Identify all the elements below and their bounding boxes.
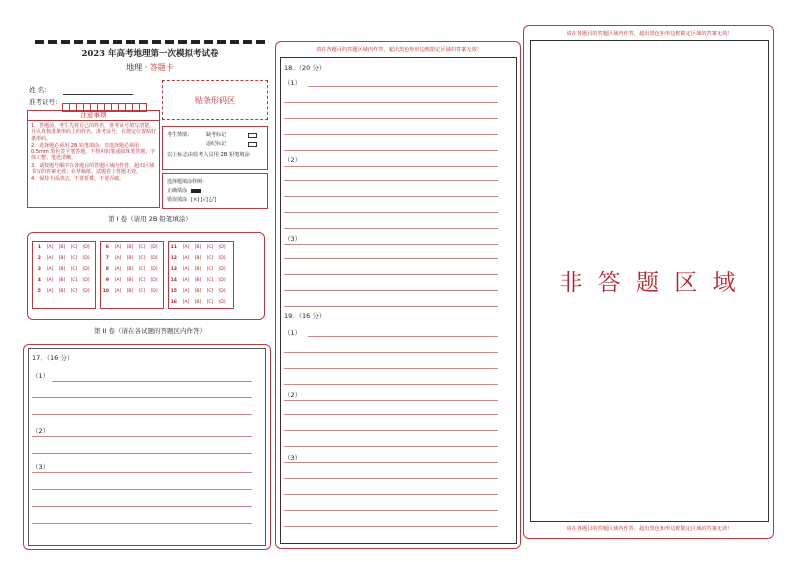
mc-option-bubble[interactable]: [B] [58,267,66,272]
correct-label: 正确填涂 [167,188,188,194]
right-top-warning: 请在各题目的答题区域内作答，超出黑色矩形边框限定区域的答案无效！ [566,31,733,37]
mc-option-bubble[interactable]: [C] [206,245,214,250]
mc-option-bubble[interactable]: [C] [70,278,78,283]
answer-line [284,414,498,415]
mc-option-bubble[interactable]: [A] [114,278,122,283]
mc-question-row [168,275,227,286]
mc-option-bubble[interactable]: [D] [150,245,158,250]
mc-question-number: 7 [105,256,109,261]
mc-question-number: 11 [170,245,177,250]
mc-option-bubble[interactable]: [D] [82,256,90,261]
right-bottom-warning: 请在各题目的答题区域内作答，超出黑色矩形边框限定区域的答案无效！ [566,526,733,532]
mc-question-row [100,286,159,297]
mc-option-bubble[interactable]: [A] [46,245,54,250]
mc-option-bubble[interactable]: [C] [206,289,214,294]
mc-question-row [100,253,159,264]
notice-box [27,110,160,208]
mc-option-bubble[interactable]: [A] [182,289,190,294]
q18-part-1: （1） [284,79,302,87]
q18-title: 18．（20 分） [284,64,326,72]
mc-option-bubble[interactable]: [C] [138,267,146,272]
mc-option-bubble[interactable]: [A] [46,256,54,261]
mark-instruction: 以上标志由监考人员用 2B 铅笔填涂 [167,152,250,158]
q17-part-3: （3） [32,463,50,471]
mc-question-number: 4 [37,278,41,283]
correct-fill-icon [191,189,201,193]
mc-column [168,242,227,308]
answer-line [32,414,252,415]
mc-option-bubble[interactable]: [D] [218,267,226,272]
sample-box [162,173,268,209]
mc-question-number: 15 [170,289,177,294]
mc-option-bubble[interactable]: [A] [182,245,190,250]
answer-line [284,290,498,291]
mc-question-row [168,264,227,275]
mc-question-number: 5 [37,289,41,294]
mc-option-bubble[interactable]: [C] [138,289,146,294]
middle-top-warning: 请在各题目的答题区域内作答，超出黑色矩形边框限定区域的答案无效！ [315,47,482,53]
id-label: 准考证号： [29,98,62,106]
mc-question-number: 1 [37,245,41,250]
mc-option-bubble[interactable]: [B] [58,289,66,294]
notice-item: 3．请按题号顺序在各题目的答题区域内作答，超出区域书写的答案无效；在草稿纸、试题卷上答题无效。 [31,162,155,175]
mc-question-row [32,242,91,253]
q18-part-2: （2） [284,156,302,164]
mc-option-bubble[interactable]: [D] [218,300,226,305]
q19-part-3: （3） [284,454,302,462]
violation-label: 违纪标记 [206,141,227,147]
mc-question-row [32,264,91,275]
answer-line [32,523,252,524]
answer-line [284,446,498,447]
card-subtitle [27,62,273,73]
mc-option-bubble[interactable]: [A] [114,256,122,261]
answer-line [52,381,252,382]
mc-option-bubble[interactable]: [C] [138,278,146,283]
q17-part-2: （2） [32,427,50,435]
mc-question-row [32,275,91,286]
mc-option-bubble[interactable]: [C] [70,245,78,250]
mc-option-bubble[interactable]: [A] [114,267,122,272]
mc-option-bubble[interactable]: [D] [82,289,90,294]
mc-question-number: 14 [170,278,177,283]
barcode-label: 贴条形码区 [195,95,235,105]
answer-line [32,453,252,454]
answer-line [284,494,498,495]
mc-option-bubble[interactable]: [C] [70,256,78,261]
mc-option-bubble[interactable]: [C] [206,278,214,283]
mc-question-row [168,253,227,264]
mc-question-number: 10 [102,289,109,294]
section2-title: 第 II 卷（请在各试题的答题区内作答） [94,327,206,335]
mc-question-number: 16 [170,300,177,305]
mc-option-bubble[interactable]: [B] [194,289,202,294]
answer-line [32,472,252,473]
mc-question-row [100,264,159,275]
absent-checkbox[interactable] [248,133,257,138]
mc-column [32,242,91,297]
mc-option-bubble[interactable]: [D] [150,256,158,261]
notice-item: 4．保持卡面清洁，不要折叠、不要弄破。 [31,176,125,182]
answer-line [32,397,252,398]
mc-option-bubble[interactable]: [B] [126,278,134,283]
left-column [27,38,273,550]
name-label: 姓 名： [29,86,51,94]
answer-line [284,510,498,511]
answer-line [284,384,498,385]
answer-line [308,86,498,87]
mc-option-bubble[interactable]: [D] [82,278,90,283]
mc-option-bubble[interactable]: [A] [46,289,54,294]
mc-option-bubble[interactable]: [D] [218,289,226,294]
mc-option-bubble[interactable]: [B] [126,267,134,272]
mc-option-bubble[interactable]: [A] [46,278,54,283]
answer-line [284,150,498,151]
subject-label: 地理 [126,63,143,72]
non-answer-label: 非 答 题 区 域 [559,270,740,296]
top-dash-bar [35,40,265,44]
mc-option-bubble[interactable]: [D] [218,278,226,283]
middle-column [275,41,521,549]
mc-question-row [168,242,227,253]
answer-line [284,352,498,353]
answer-line [284,118,498,119]
mc-option-bubble[interactable]: [D] [150,289,158,294]
violation-checkbox[interactable] [248,142,257,147]
reminder-label: 考生禁填： [167,132,193,138]
q17-title: 17．（16 分） [32,354,74,362]
mc-question-number: 8 [105,267,109,272]
mc-option-bubble[interactable]: [C] [206,267,214,272]
mark-box [162,126,268,170]
wrong-label: 错误填涂 [167,197,188,203]
q19-title: 19．（16 分） [284,312,326,320]
mc-option-bubble[interactable]: [C] [206,256,214,261]
mc-option-bubble[interactable]: [A] [114,245,122,250]
mc-option-bubble[interactable]: [B] [58,245,66,250]
answer-line [284,462,498,463]
answer-line [284,526,498,527]
mc-option-bubble[interactable]: [D] [218,245,226,250]
q17-inner-frame [28,348,266,546]
mc-question-row [168,297,227,308]
mc-question-row [32,253,91,264]
middle-answer-frame[interactable] [280,57,517,544]
mc-option-bubble[interactable]: [C] [138,256,146,261]
notice-item: 1．答题前，考生先将自己的姓名，准考证号填写清楚，并认真核准条形码上的姓名、准考证号，在规定位置贴好条形码。 [31,123,157,142]
q17-part-1: （1） [32,372,50,380]
mc-option-bubble[interactable]: [A] [46,267,54,272]
multiple-choice-box [27,232,265,320]
mc-option-bubble[interactable]: [A] [182,267,190,272]
mc-question-number: 12 [170,256,177,261]
answer-line [284,166,498,167]
answer-line [284,180,498,181]
mc-question-row [168,286,227,297]
answer-line [32,489,252,490]
section1-title: 第 I 卷（请用 2B 铅笔填涂） [108,215,192,223]
mc-option-bubble[interactable]: [B] [194,245,202,250]
mc-option-bubble[interactable]: [B] [126,245,134,250]
mc-option-bubble[interactable]: [D] [150,278,158,283]
answer-line [284,102,498,103]
sample-title: 选择题填涂样例： [167,179,208,185]
notice-item: 2．选择题必须用 2B 铅笔填涂；非选择题必须用 0.5mm 黑色签字笔答题，不得用铅笔或圆珠笔答题；字体工整、笔迹清晰。 [31,142,156,162]
mc-question-number: 2 [37,256,41,261]
mc-question-number: 3 [37,267,41,272]
answer-line [284,244,498,245]
mc-option-bubble[interactable]: [D] [82,245,90,250]
answer-line [284,368,498,369]
mc-option-bubble[interactable]: [D] [150,267,158,272]
mc-option-bubble[interactable]: [B] [194,278,202,283]
mc-column [100,242,159,297]
answer-line [284,134,498,135]
mc-option-bubble[interactable]: [C] [206,300,214,305]
name-field[interactable] [63,94,133,95]
mc-question-number: 9 [105,278,109,283]
notice-title: 注意事项 [28,111,159,121]
absent-label: 缺考标记 [206,132,227,138]
mc-option-bubble[interactable]: [B] [58,278,66,283]
answer-line [32,506,252,507]
mc-option-bubble[interactable]: [D] [82,267,90,272]
answer-line [32,436,252,437]
mc-question-row [100,242,159,253]
mc-option-bubble[interactable]: [A] [182,256,190,261]
answer-line [284,430,498,431]
mc-option-bubble[interactable]: [B] [194,256,202,261]
mc-option-bubble[interactable]: [C] [70,289,78,294]
mc-option-bubble[interactable]: [A] [182,278,190,283]
barcode-area [162,80,268,120]
answer-line [308,336,498,337]
q19-part-1: （1） [284,329,302,337]
answer-line [284,196,498,197]
mc-option-bubble[interactable]: [A] [182,300,190,305]
wrong-marks: [×] [√] [╱] [191,197,217,203]
answer-line [284,212,498,213]
answer-line [284,478,498,479]
answer-line [284,258,498,259]
mc-option-bubble[interactable]: [C] [138,245,146,250]
right-column [523,25,774,539]
answer-line [284,274,498,275]
q19-part-2: （2） [284,391,302,399]
answer-line [284,306,498,307]
answer-line [284,400,498,401]
mc-question-row [100,275,159,286]
mc-option-bubble[interactable]: [B] [194,300,202,305]
mc-option-bubble[interactable]: [B] [126,256,134,261]
mc-question-number: 13 [170,267,177,272]
mc-question-row [32,286,91,297]
subtitle-dot: · [144,63,148,72]
q18-part-3: （3） [284,235,302,243]
mc-option-bubble[interactable]: [C] [70,267,78,272]
mc-option-bubble[interactable]: [B] [194,267,202,272]
mc-option-bubble[interactable]: [D] [218,256,226,261]
mc-option-bubble[interactable]: [A] [114,289,122,294]
mc-question-number: 6 [105,245,109,250]
exam-title: 2023 年高考地理第一次模拟考试卷 [81,49,219,59]
mc-option-bubble[interactable]: [B] [58,256,66,261]
q17-answer-box[interactable] [23,344,271,550]
answer-card-label: 答题卡 [149,63,174,72]
answer-line [284,228,498,229]
mc-option-bubble[interactable]: [B] [126,289,134,294]
